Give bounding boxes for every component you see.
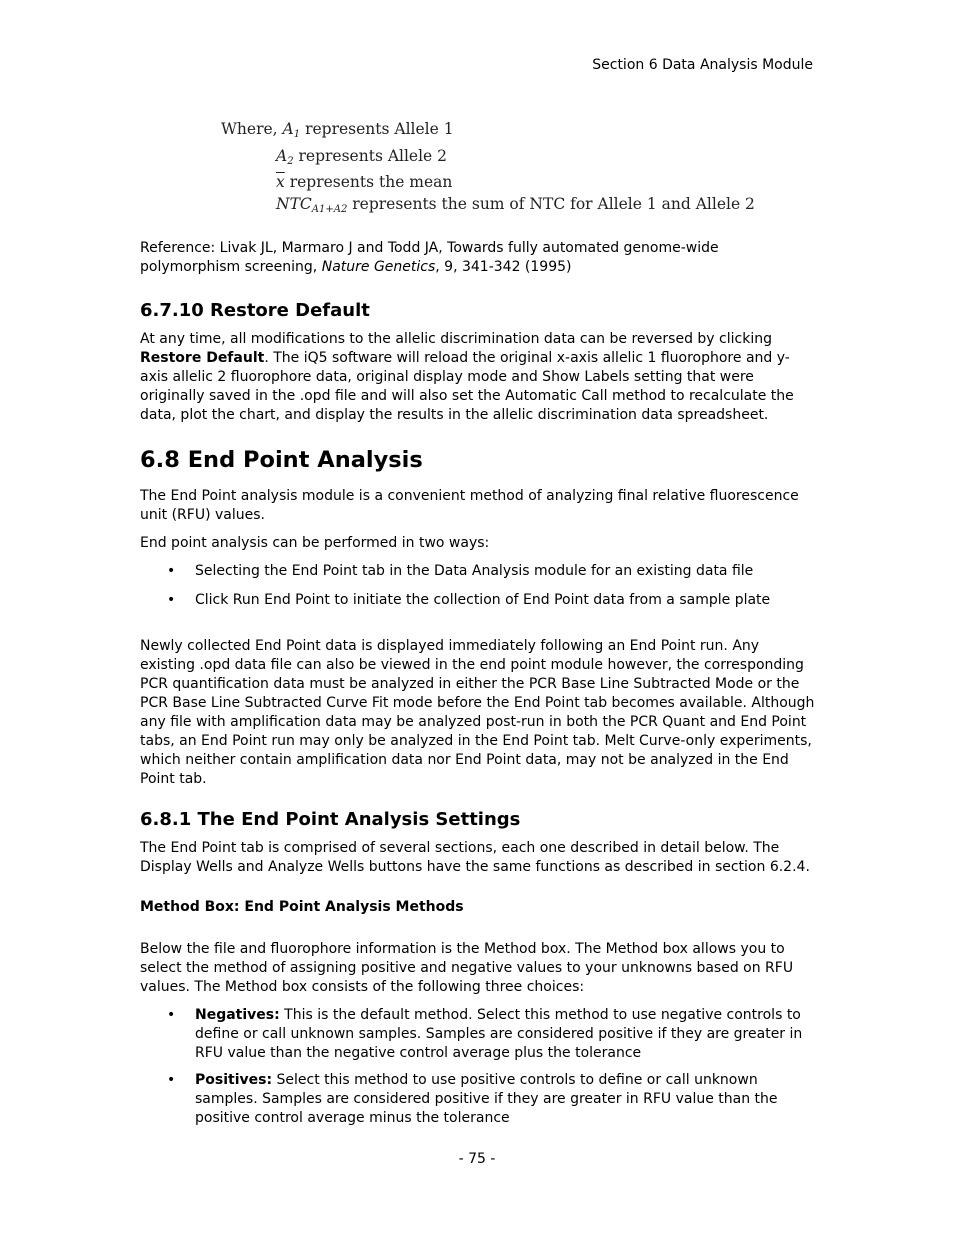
positives-description: Select this method to use positive controls to define or call unknown samples. Samples are considered positive if they are greater in RFU value than the positive control average minus the tolerance (195, 1072, 778, 1126)
method-box-subheading: Method Box: End Point Analysis Methods (140, 899, 464, 915)
end-point-ways-list (140, 562, 816, 610)
reference-paragraph (140, 239, 816, 277)
method-choices-list (140, 1006, 816, 1128)
formula-line-a2 (221, 146, 755, 173)
negatives-term: Negatives: (195, 1007, 280, 1023)
ntc-subscript: A1+A2 (311, 203, 348, 215)
bullet-icon: • (167, 1007, 176, 1023)
bullet-text: Selecting the End Point tab in the Data Analysis module for an existing data file (195, 563, 754, 579)
a2-symbol: A (276, 146, 288, 165)
x-bar-symbol: $\overline{x}$ (276, 173, 285, 191)
restore-default-paragraph (140, 330, 816, 425)
formula-line-a1 (221, 119, 755, 146)
restore-default-term: Restore Default (140, 350, 265, 366)
a1-description: represents Allele 1 (305, 120, 454, 138)
a1-subscript: 1 (293, 129, 301, 140)
reference-citation: , 9, 341-342 (1995) (435, 259, 572, 275)
list-item (140, 1071, 816, 1128)
where-label: Where, (221, 120, 278, 138)
bullet-icon: • (167, 592, 176, 608)
bullet-text: Click Run End Point to initiate the collection of End Point data from a sample plate (195, 592, 771, 608)
positives-term: Positives: (195, 1072, 273, 1088)
restore-text-1: At any time, all modifications to the allelic discrimination data can be reversed by clicking (140, 331, 772, 347)
a1-symbol: A (282, 120, 294, 138)
journal-name: Nature Genetics (321, 259, 436, 275)
formula-line-ntc (221, 194, 755, 221)
formula-line-mean (221, 172, 755, 194)
page-number: - 75 - (458, 1151, 496, 1167)
running-header: Section 6 Data Analysis Module (592, 57, 813, 73)
end-point-settings-paragraph: The End Point tab is comprised of several sections, each one described in detail below. The Display Wells and Analyze Wells buttons have the same functions as described in section 6.2.4. (140, 840, 810, 875)
ntc-description: represents the sum of NTC for Allele 1 and Allele 2 (352, 194, 755, 213)
a2-subscript: 2 (287, 155, 294, 167)
restore-default-heading: 6.7.10 Restore Default (140, 300, 370, 321)
list-item (140, 562, 816, 581)
end-point-data-paragraph: Newly collected End Point data is displayed immediately following an End Point run. Any existing .opd data file can also be viewed in the end point module however, the corresponding PCR quantification data must be analyzed in either the PCR Base Line Subtracted Mode or the PCR Base Line Subtracted Curve Fit mode before the End Point tab becomes available. Although any file with amplification data may be analyzed post-run in both the PCR Quant and End Point tabs, an End Point run may only be analyzed in the End Point tab. Melt Curve-only experiments, which neither contain amplification data nor End Point data, may not be analyzed in the End Point tab. (140, 638, 815, 787)
reference-text: Reference: Livak JL, Marmaro J and Todd JA, Towards fully automated genome-wide polymorphism screening, (140, 240, 719, 275)
a2-description: represents Allele 2 (298, 146, 448, 165)
end-point-analysis-heading: 6.8 End Point Analysis (140, 447, 423, 473)
page-body (140, 239, 816, 1128)
bullet-icon: • (167, 563, 176, 579)
method-box-paragraph: Below the file and fluorophore information is the Method box. The Method box allows you to select the method of assigning positive and negative values to your unknowns based on RFU values. The Method box consists of the following three choices: (140, 941, 794, 995)
end-point-intro-paragraph: The End Point analysis module is a convenient method of analyzing final relative fluorescence unit (RFU) values. (140, 488, 799, 523)
bullet-icon: • (167, 1072, 176, 1088)
negatives-description: This is the default method. Select this method to use negative controls to define or call unknown samples. Samples are considered positive if they are greater in RFU value than the negative control average plus the tolerance (195, 1007, 803, 1061)
formula-legend (221, 119, 755, 220)
restore-text-2: . The iQ5 software will reload the original x-axis allelic 1 fluorophore and y-axis allelic 2 fluorophore data, original display mode and Show Labels setting that were originally saved in the .opd file and will also set the Automatic Call method to recalculate the data, plot the chart, and display the results in the allelic discrimination data spreadsheet. (140, 350, 794, 423)
end-point-settings-heading: 6.8.1 The End Point Analysis Settings (140, 809, 521, 830)
mean-description: represents the mean (289, 173, 453, 191)
list-item (140, 591, 816, 610)
end-point-ways-paragraph: End point analysis can be performed in two ways: (140, 535, 490, 551)
ntc-symbol: NTC (276, 194, 312, 213)
list-item (140, 1006, 816, 1063)
